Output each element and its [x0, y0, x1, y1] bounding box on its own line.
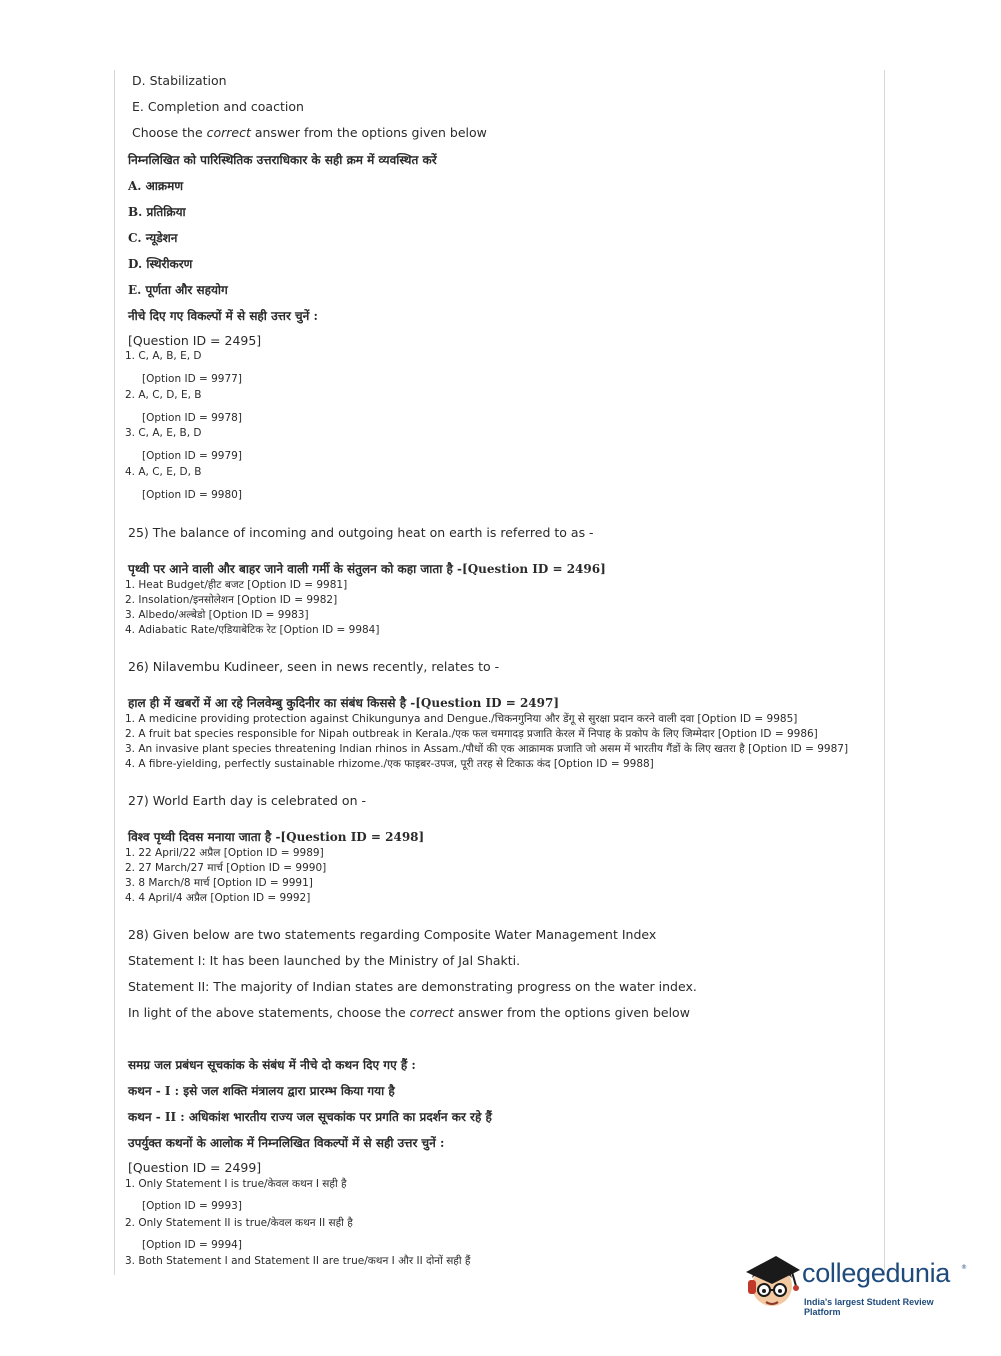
hindi-text-line: हाल ही में खबरों में आ रहे निलवेम्बु कुदिनीर का संबंध किससे है -[Question ID = 2497] — [128, 696, 560, 710]
emphasis-word: correct — [206, 125, 251, 140]
option-id: [Option ID = 9980] — [142, 489, 242, 501]
collegedunia-logo — [742, 1250, 972, 1317]
brand-tagline: India's largest Student Review Platform — [804, 1297, 934, 1317]
text-line: 27) World Earth day is celebrated on - — [128, 793, 366, 808]
hindi-text-line: कथन - I : इसे जल शक्ति मंत्रालय द्वारा प्रारम्भ किया गया है — [128, 1084, 395, 1098]
option-line: 1. 22 April/22 अप्रैल [Option ID = 9989] — [125, 847, 324, 859]
option-line: 1. Heat Budget/हीट बजट [Option ID = 9981] — [125, 579, 348, 591]
option-id: [Option ID = 9993] — [142, 1200, 242, 1212]
option-line: 4. 4 April/4 अप्रैल [Option ID = 9992] — [125, 892, 311, 904]
hindi-text-line: कथन - II : अधिकांश भारतीय राज्य जल सूचकांक पर प्रगति का प्रदर्शन कर रहे हैं — [128, 1110, 492, 1124]
option-id: [Option ID = 9994] — [142, 1239, 242, 1251]
hindi-text-line: विश्व पृथ्वी दिवस मनाया जाता है -[Question ID = 2498] — [128, 830, 425, 844]
text-line: Statement I: It has been launched by the Ministry of Jal Shakti. — [128, 953, 521, 968]
option-line: 2. Only Statement II is true/केवल कथन II सही है — [125, 1217, 353, 1229]
hindi-text-line: B. प्रतिक्रिया — [128, 205, 186, 219]
text-line: 26) Nilavembu Kudineer, seen in news recently, relates to - — [128, 659, 500, 674]
option-line: 3. An invasive plant species threatening Indian rhinos in Assam./पौधों की एक आक्रामक प्रजाति जो असम में भारतीय गैंडों के लिए खतरा है [Option ID = 9987] — [125, 743, 849, 755]
text-line — [132, 125, 487, 140]
text-fragment: Choose the — [132, 125, 207, 140]
hindi-text-line: D. स्थिरीकरण — [128, 257, 193, 271]
text-line: E. Completion and coaction — [132, 99, 304, 114]
emphasis-word: correct — [409, 1005, 454, 1020]
text-line: 28) Given below are two statements regarding Composite Water Management Index — [128, 927, 657, 942]
hindi-text-line: समग्र जल प्रबंधन सूचकांक के संबंध में नीचे दो कथन दिए गए हैं : — [128, 1058, 416, 1072]
option-line: 2. A, C, D, E, B — [125, 389, 202, 401]
option-line: 3. Both Statement I and Statement II are true/कथन I और II दोनों सही हैं — [125, 1255, 471, 1267]
option-id: [Option ID = 9978] — [142, 412, 242, 424]
option-line: 3. C, A, E, B, D — [125, 427, 202, 439]
option-id: [Option ID = 9979] — [142, 450, 242, 462]
hindi-text-line: नीचे दिए गए विकल्पों में से सही उत्तर चुनें : — [128, 309, 318, 323]
text-line — [128, 1005, 690, 1020]
option-line: 2. Insolation/इनसोलेशन [Option ID = 9982] — [125, 594, 338, 606]
mascot-icon — [742, 1250, 802, 1314]
hindi-text-line: निम्नलिखित को पारिस्थितिक उत्तराधिकार के सही क्रम में व्यवस्थित करें — [128, 153, 437, 167]
option-line: 4. Adiabatic Rate/एडियाबेटिक रेट [Option ID = 9984] — [125, 624, 380, 636]
text-line: 25) The balance of incoming and outgoing heat on earth is referred to as - — [128, 525, 594, 540]
hindi-text-line: C. न्यूडेशन — [128, 231, 178, 245]
text-fragment: answer from the options given below — [250, 125, 487, 140]
text-fragment: In light of the above statements, choose the — [128, 1005, 410, 1020]
text-line: [Question ID = 2495] — [128, 333, 262, 348]
hindi-text-line: पृथ्वी पर आने वाली और बाहर जाने वाली गर्मी के संतुलन को कहा जाता है -[Question ID = 2496] — [128, 562, 606, 576]
text-fragment: answer from the options given below — [453, 1005, 690, 1020]
option-line: 4. A, C, E, D, B — [125, 466, 202, 478]
option-line: 3. 8 March/8 मार्च [Option ID = 9991] — [125, 877, 313, 889]
option-line: 2. A fruit bat species responsible for Nipah outbreak in Kerala./एक फल चमगादड़ प्रजाति केरल में निपाह के प्रकोप के लिए जिम्मेदार [Option ID = 9986] — [125, 728, 818, 740]
option-line: 1. Only Statement I is true/केवल कथन I सही है — [125, 1178, 347, 1190]
option-line: 3. Albedo/अल्बेडो [Option ID = 9983] — [125, 609, 309, 621]
option-line: 1. A medicine providing protection against Chikungunya and Dengue./चिकनगुनिया और डेंगू से सुरक्षा प्रदान करने वाली दवा [Option ID = 9985] — [125, 713, 798, 725]
option-line: 2. 27 March/27 मार्च [Option ID = 9990] — [125, 862, 327, 874]
trademark: ® — [961, 1264, 967, 1271]
text-line: [Question ID = 2499] — [128, 1160, 262, 1175]
option-line: 1. C, A, B, E, D — [125, 350, 202, 362]
text-line: Statement II: The majority of Indian states are demonstrating progress on the water index. — [128, 979, 697, 994]
option-id: [Option ID = 9977] — [142, 373, 242, 385]
hindi-text-line: उपर्युक्त कथनों के आलोक में निम्नलिखित विकल्पों में से सही उत्तर चुनें : — [128, 1136, 445, 1150]
text-line: D. Stabilization — [132, 73, 227, 88]
option-line: 4. A fibre-yielding, perfectly sustainable rhizome./एक फाइबर-उपज, पूरी तरह से टिकाऊ कंद [Option ID = 9988] — [125, 758, 654, 770]
hindi-text-line: E. पूर्णता और सहयोग — [128, 283, 228, 297]
brand-name: collegedunia — [802, 1258, 951, 1288]
hindi-text-line: A. आक्रमण — [128, 179, 183, 193]
